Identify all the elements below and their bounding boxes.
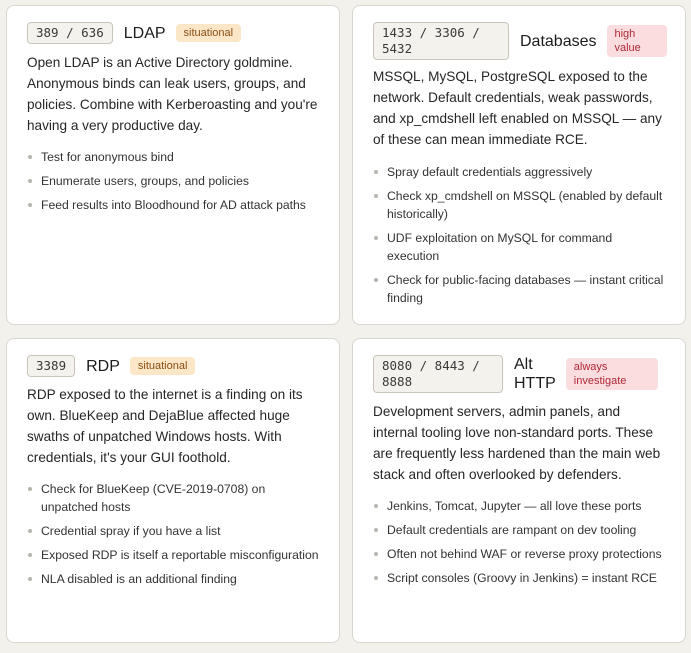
service-title: Alt HTTP [514,356,556,392]
priority-badge: high value [607,25,667,57]
checklist [27,148,321,220]
service-description: Open LDAP is an Active Directory goldmine. Anonymous binds can leak users, groups, and policies. Combine with Kerberoasting and you're having a very productive day. [27,55,318,133]
checklist-item: Check for public-facing databases — instant critical finding [373,271,667,307]
service-title: Databases [520,32,597,50]
checklist-item: Enumerate users, groups, and policies [27,172,321,190]
checklist-item: Credential spray if you have a list [27,522,321,540]
checklist-item: Default credentials are rampant on dev tooling [373,521,667,539]
checklist-item: UDF exploitation on MySQL for command execution [373,229,667,265]
checklist-item: Feed results into Bloodhound for AD attack paths [27,196,321,214]
checklist-item: Check xp_cmdshell on MSSQL (enabled by default historically) [373,187,667,223]
port-badge: 1433 / 3306 / 5432 [373,22,509,60]
checklist-item: Test for anonymous bind [27,148,321,166]
card-header [373,355,667,393]
service-title: LDAP [123,24,166,42]
checklist-item: Exposed RDP is itself a reportable misconfiguration [27,546,321,564]
port-badge: 8080 / 8443 / 8888 [373,355,503,393]
card-header [373,22,667,60]
priority-badge: situational [130,357,196,375]
card-ldap [6,5,340,325]
card-databases [352,5,686,325]
checklist-item: Jenkins, Tomcat, Jupyter — all love these ports [373,497,667,515]
checklist [373,163,667,313]
card-header [27,355,321,377]
checklist-item: Often not behind WAF or reverse proxy protections [373,545,667,563]
service-description: MSSQL, MySQL, PostgreSQL exposed to the network. Default credentials, weak passwords, and xp_cmdshell left enabled on MSSQL — any of these can mean immediate RCE. [373,69,662,147]
priority-badge: situational [176,24,242,42]
port-badge: 389 / 636 [27,22,113,44]
checklist-item: Spray default credentials aggressively [373,163,667,181]
card-header [27,22,321,44]
checklist [373,497,667,593]
priority-badge: always investigate [566,358,658,390]
checklist-item: NLA disabled is an additional finding [27,570,321,588]
service-title: RDP [86,357,120,375]
service-description: RDP exposed to the internet is a finding on its own. BlueKeep and DejaBlue affected huge swaths of unpatched Windows hosts. With credentials, it's your GUI foothold. [27,387,303,465]
checklist-item: Script consoles (Groovy in Jenkins) = instant RCE [373,569,667,587]
port-badge: 3389 [27,355,75,377]
card-rdp [6,338,340,643]
card-alt-http [352,338,686,643]
service-description: Development servers, admin panels, and internal tooling love non-standard ports. These are frequently less hardened than the main web stack and often overlooked by defenders. [373,404,661,482]
checklist [27,480,321,594]
checklist-item: Check for BlueKeep (CVE-2019-0708) on unpatched hosts [27,480,321,516]
